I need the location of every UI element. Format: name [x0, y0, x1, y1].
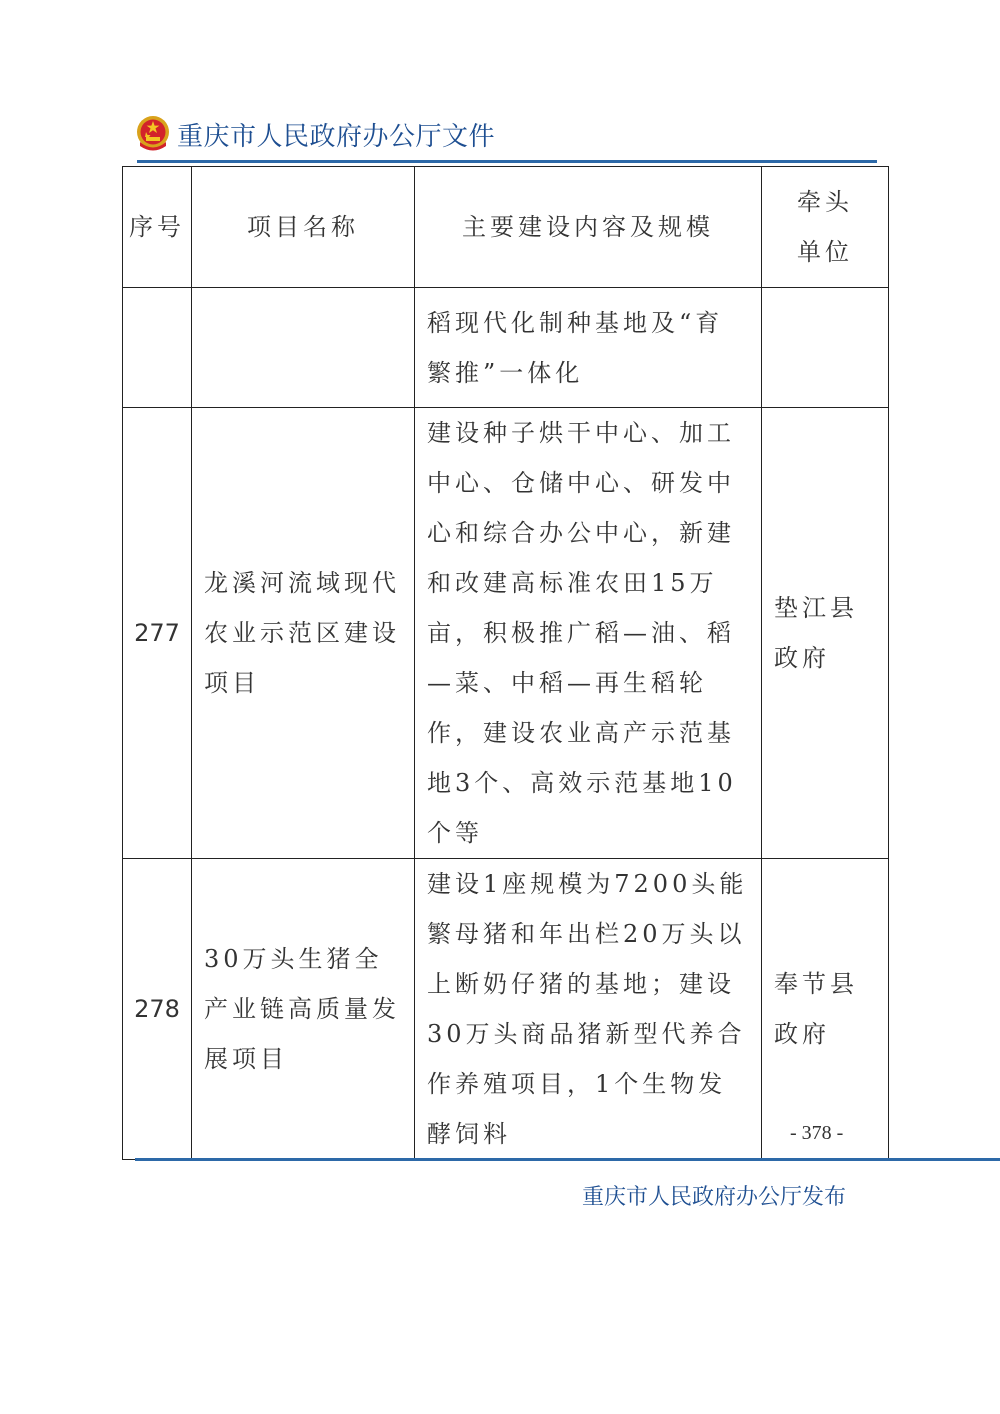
footer-rule [135, 1158, 1000, 1161]
table-row [123, 288, 889, 408]
row-content: 建设1座规模为7200头能繁母猪和年出栏20万头以上断奶仔猪的基地；建设30万头商品猪新型代养合作养殖项目，1个生物发酵饲料 [427, 870, 748, 1148]
row-content-cell [415, 408, 762, 859]
row-content: 建设种子烘干中心、加工中心、仓储中心、研发中心和综合办公中心，新建和改建高标准农田15万亩，积极推广稻—油、稻—菜、中稻—再生稻轮作，建设农业高产示范基地3个、高效示范基地10个等 [427, 419, 737, 847]
row-content: 稻现代化制种基地及“育繁推”一体化 [427, 308, 724, 387]
row-name-cell [192, 288, 415, 408]
document-header [135, 112, 495, 156]
row-name: 30万头生猪全产业链高质量发展项目 [204, 945, 400, 1073]
header-seq: 序号 [129, 213, 185, 241]
header-content-cell [415, 167, 762, 288]
header-seq-cell [123, 167, 192, 288]
row-content-cell [415, 288, 762, 408]
row-lead: 垫江县政府 [774, 594, 858, 672]
row-lead-cell [762, 859, 889, 1160]
row-seq: 278 [123, 859, 192, 1160]
header-name: 项目名称 [247, 213, 359, 241]
row-lead-cell [762, 288, 889, 408]
national-emblem-icon [135, 115, 171, 153]
footer-text: 重庆市人民政府办公厅发布 [582, 1185, 847, 1210]
projects-table [122, 166, 889, 1160]
row-name-cell [192, 408, 415, 859]
row-lead-cell [762, 408, 889, 859]
header-lead-cell [762, 167, 889, 288]
header-content: 主要建设内容及规模 [462, 213, 714, 241]
page-number: - 378 - [790, 1122, 844, 1144]
row-name: 龙溪河流域现代农业示范区建设项目 [204, 569, 400, 697]
header-title: 重庆市人民政府办公厅文件 [177, 121, 496, 152]
header-lead: 牵头单位 [797, 188, 853, 266]
row-lead: 奉节县政府 [774, 970, 858, 1048]
row-content-cell [415, 859, 762, 1160]
row-seq: 277 [123, 408, 192, 859]
table-header-row [123, 167, 889, 288]
header-rule [137, 160, 877, 163]
table-row [123, 859, 889, 1160]
row-name-cell [192, 859, 415, 1160]
header-name-cell [192, 167, 415, 288]
row-seq [123, 288, 192, 408]
table-row [123, 408, 889, 859]
